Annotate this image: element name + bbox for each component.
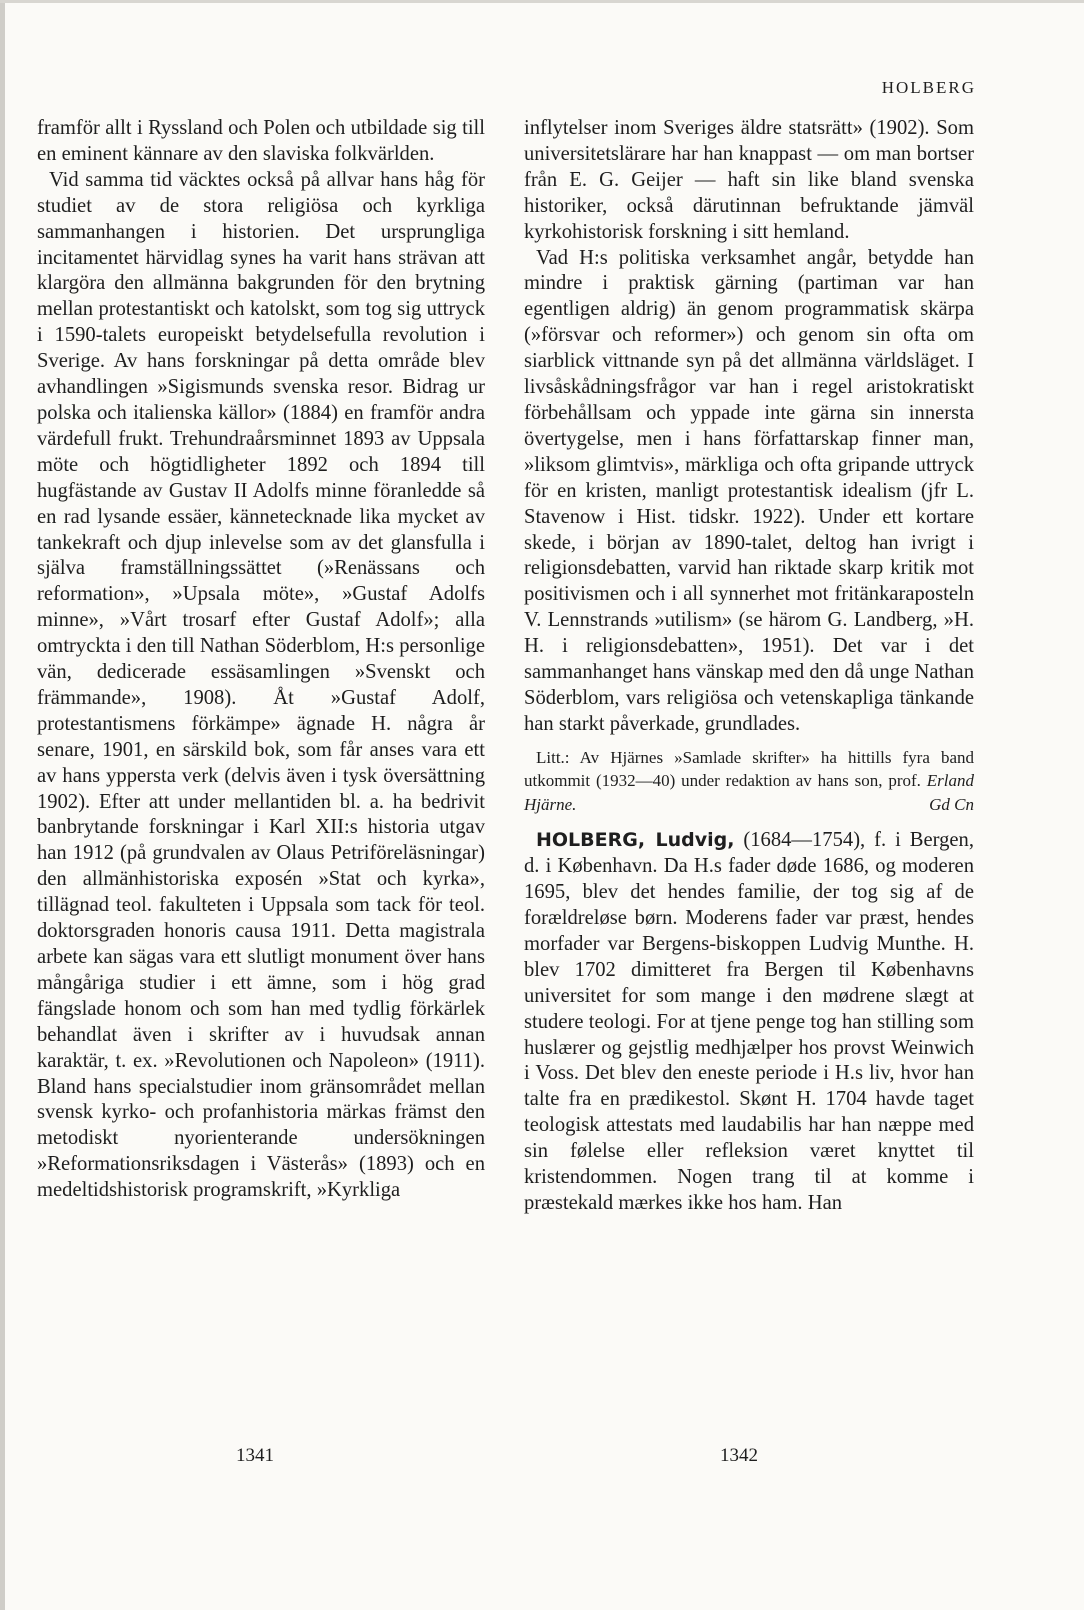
literature-editor: Erland Hjärne. (524, 771, 974, 814)
author-signature: Gd Cn (929, 794, 974, 814)
literature-text: Litt.: Av Hjärnes »Samlade skrifter» ha hittills fyra band utkommit (1932—40) under redaktion av hans son, prof. (524, 747, 974, 791)
entry-headword: HOLBERG, Ludvig, (536, 829, 735, 852)
entry-text: (1684—1754), f. i Bergen, d. i København. Da H.s fader døde 1686, og moderen 1695, blev det hendes familie, der tog sig af de forældreløse børn. Moderens fader var præst, hendes morfader var Bergens-biskoppen Ludvig Munthe. H. blev 1702 dimitteret fra Bergen til Københavns universitet for som mange i den mødrene slægt at studere teologi. For at tjene penge tog han stilling som huslærer og gejstlig medhjælper hos provst Weinwich i Voss. Det blev den eneste periode i H.s liv, hvor han talte fra en prædikestol. Skønt H. 1704 havde taget teologisk attestats med laudabilis har han næppe med sin følelse eller refleksion været knyttet til kristendommen. Nogen trang til at komme i præstekald mærkes ikke hos ham. Han (524, 829, 974, 1214)
page-edge-top (0, 0, 1084, 3)
right-paragraph-1: inflytelser inom Sveriges äldre statsrätt» (1902). Som universitetslärare har han knappast — om man bortser från E. G. Geijer — haft sin like bland svenska historiker, också därutinnan befruktande jämväl kyrkohistorisk forskning i sitt hemland. (524, 117, 974, 243)
page-number-right: 1342 (720, 1445, 758, 1466)
left-column (37, 116, 485, 1204)
running-head: HOLBERG (881, 78, 976, 97)
page-edge-left (0, 0, 5, 1610)
right-paragraph-2: Vad H:s politiska verksamhet angår, betydde han mindre i praktisk gärning (partiman var han egentligen aldrig) än genom programmatisk skärpa (»försvar och reformer») och genom sin ofta om siarblick vittnande syn på det allmänna världsläget. I livsåskådningsfrågor var han i regel aristokratiskt förbehållsam och yppade inte gärna sin innersta övertygelse, men i hans författarskap finner man, »liksom glimtvis», märkliga och ofta gripande uttryck för en kristen, manligt protestantisk idealism (jfr L. Stavenow i Hist. tidskr. 1922). Under ett kortare skede, i början av 1890-talet, deltog han ivrigt i religionsdebatten, varvid han riktade skarp kritik mot positivismen och i all synnerhet mot fritänkaraposteln V. Lennstrands »utilism» (se härom G. Landberg, »H. H. i religionsdebatten», 1951). Det var i det sammanhanget hans vänskap med den då unge Nathan Söderblom, vars religiösa och vetenskapliga tänkande han starkt påverkade, grundlades. (524, 246, 974, 735)
holberg-entry (524, 828, 974, 1217)
literature-note (524, 746, 974, 817)
left-paragraph-2: Vid samma tid väcktes också på allvar hans håg för studiet av de stora religiösa och kyrkliga sammanhangen i historien. Det ursprungliga incitamentet härvidlag synes ha varit hans strävan att klargöra den allmänna bakgrunden för den brytning mellan protestantiskt och katolskt, som tog sig uttryck i 1590-talets europeiskt betydelsefulla revolution i Sverige. Av hans forskningar på detta område blev avhandlingen »Sigismunds svenska resor. Bidrag ur polska och italienska källor» (1884) en framför andra värdefull frukt. Trehundraårsminnet 1893 av Uppsala möte och högtidligheter 1892 och 1894 till hugfästande av Gustav II Adolfs minne föranledde så en rad lysande essäer, kännetecknade lika mycket av tankekraft och djup inlevelse som av det glansfulla i själva framställningssättet (»Renässans och reformation», »Upsala möte», »Gustaf Adolfs minne», »Vårt trosarf efter Gustaf Adolf»; alla omtryckta i den till Nathan Söderblom, H:s personlige vän, dedicerade essäsamlingen »Svenskt och främmande», 1908). Åt »Gustaf Adolf, protestantismens förkämpe» ägnade H. några år senare, 1901, en särskild bok, som får anses vara ett av hans yppersta verk (delvis även i tysk översättning 1902). Efter att under mellantiden bl. a. ha bedrivit banbrytande forskningar i Karl XII:s historia utgav han 1912 (på grundvalen av Olaus Petriföreläsningar) den allmänhistoriska exposén »Stat och kyrka», tillägnad teol. fakulteten i Uppsala som tack för teol. doktorsgraden honoris causa 1911. Detta magistrala arbete kan sägas vara ett slutligt monument över hans mångåriga studier i ett ämne, som i hög grad fängslade honom och som han med tydlig förkärlek behandlat även i skrifter av i huvudsak annan karaktär, t. ex. »Revolutionen och Napoleon» (1911). Bland hans specialstudier inom gränsområdet mellan svensk kyrko- och profanhistoria märkas främst den metodiskt nyorienterande undersökningen »Reformationsriksdagen i Västerås» (1893) och en medeltidshistorisk programskrift, »Kyrkliga (37, 168, 485, 1202)
left-paragraph-1: framför allt i Ryssland och Polen och utbildade sig till en eminent kännare av den slaviska folkvärlden. (37, 117, 485, 165)
page-number-left: 1341 (236, 1445, 274, 1466)
right-column (524, 116, 974, 1217)
